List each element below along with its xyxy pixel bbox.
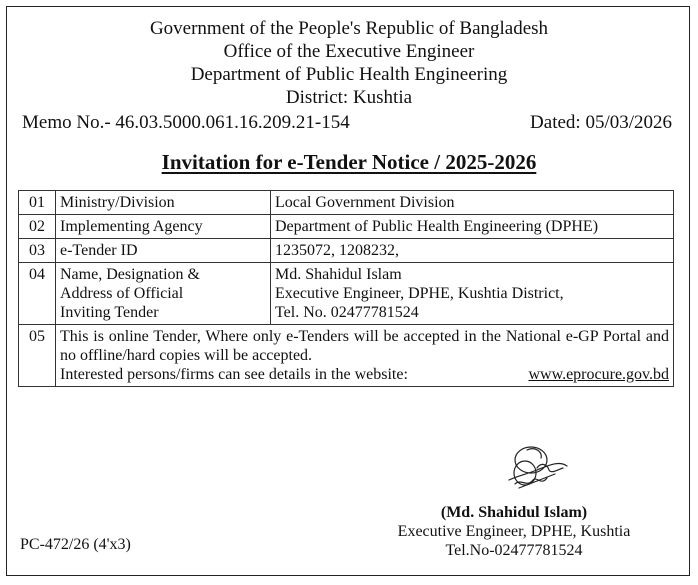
header-district: District: Kushtia [285, 87, 413, 108]
header-department: Department of Public Health Engineering [190, 64, 508, 85]
row-label: Name, Designation & Address of Official Inviting Tender [56, 263, 271, 325]
table-row [19, 191, 674, 215]
memo-date: Dated: 05/03/2026 [530, 112, 672, 133]
tender-table [18, 190, 674, 387]
signatory-designation: Executive Engineer, DPHE, Kushtia [397, 523, 631, 540]
row-number: 01 [19, 191, 56, 215]
table-row [19, 215, 674, 239]
row-value: Department of Public Health Engineering (DPHE) [271, 215, 674, 239]
signatory-name: (Md. Shahidul Islam) [440, 504, 588, 521]
header-office: Office of the Executive Engineer [223, 41, 475, 62]
row-value: Local Government Division [271, 191, 674, 215]
row-number: 05 [19, 325, 56, 387]
row-value: Md. Shahidul Islam Executive Engineer, DPHE, Kushtia District, Tel. No. 02477781524 [271, 263, 674, 325]
table-row [19, 239, 674, 263]
memo-line [22, 112, 672, 134]
notice-title: Invitation for e-Tender Notice / 2025-2026 [161, 150, 537, 174]
row-label: Ministry/Division [56, 191, 271, 215]
signature-block [376, 503, 652, 560]
row-value: 1235072, 1208232, [271, 239, 674, 263]
header-government: Government of the People's Republic of Bangladesh [149, 18, 549, 39]
table-row [19, 263, 674, 325]
row-number: 02 [19, 215, 56, 239]
signature-image [497, 440, 577, 500]
pc-reference: PC-472/26 (4'x3) [20, 536, 131, 553]
row-number: 03 [19, 239, 56, 263]
signatory-tel: Tel.No-02477781524 [445, 542, 583, 559]
row-label: Implementing Agency [56, 215, 271, 239]
row-label: e-Tender ID [56, 239, 271, 263]
table-row [19, 325, 674, 387]
eprocure-link[interactable]: www.eprocure.gov.bd [528, 366, 669, 383]
statement-website-text: Interested persons/firms can see details in the website: [60, 366, 408, 383]
memo-number: Memo No.- 46.03.5000.061.16.209.21-154 [22, 112, 350, 133]
row-statement [56, 325, 674, 387]
statement-text: This is online Tender, Where only e-Tenders will be accepted in the National e-GP Portal and no offline/hard copies will be accepted. [60, 328, 669, 364]
row-number: 04 [19, 263, 56, 325]
